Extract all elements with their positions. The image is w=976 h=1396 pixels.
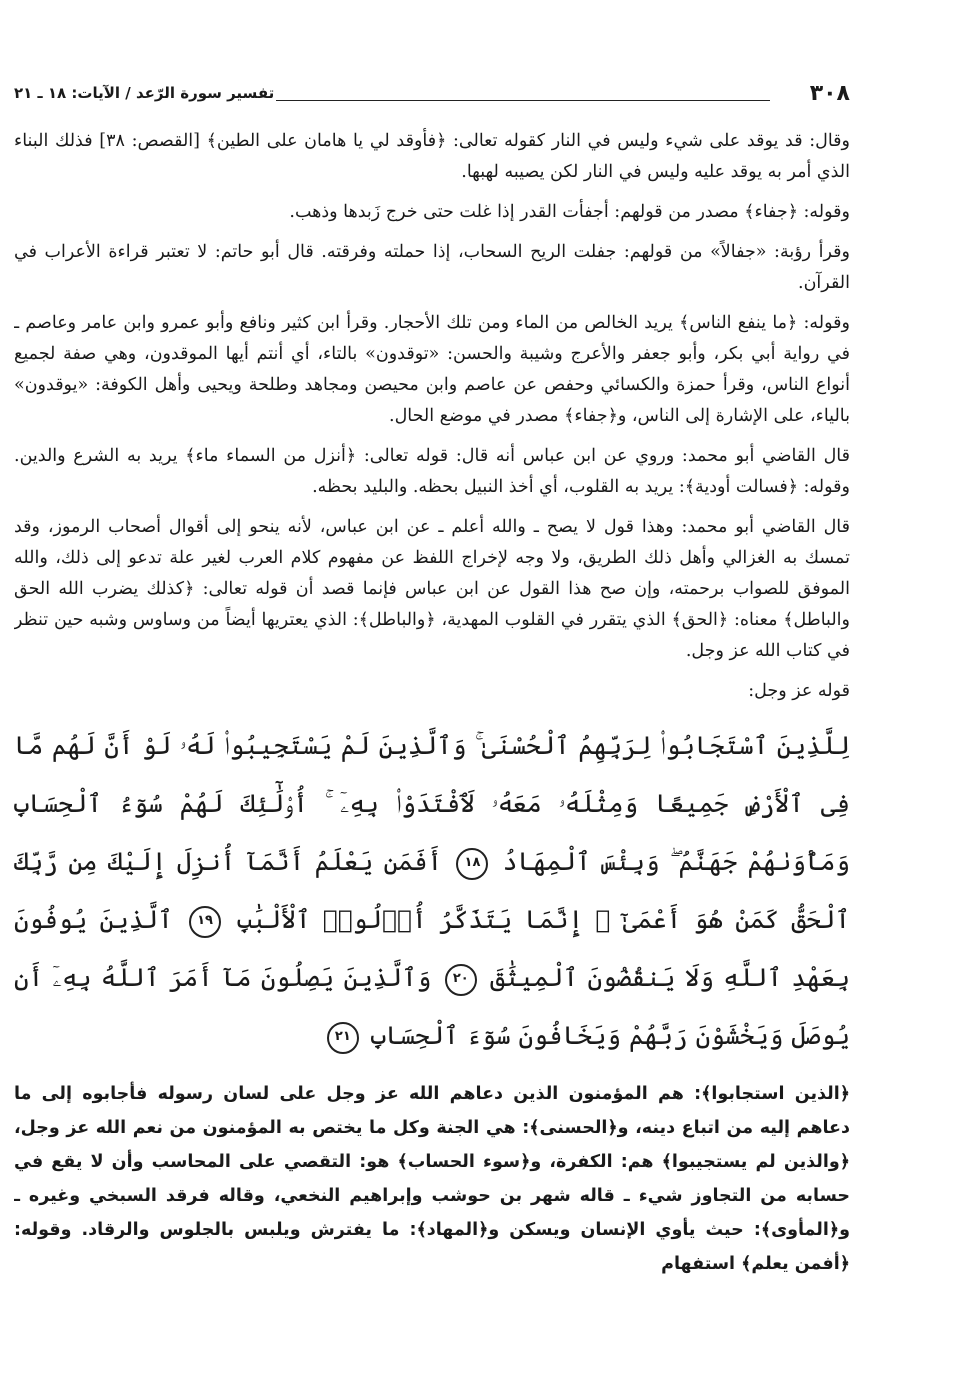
commentary-paragraph: ﴿الذين استجابوا﴾: هم المؤمنون الذين دعاهم الله عز وجل على لسان رسوله فأجابوه إلى ما دعاهم إليه من اتباع دينه، و﴿الحسنى﴾: هي الجنة وكل ما يختص به المؤمنون من نعم الله عز وجل، ﴿والذين لم يستجيبوا﴾ هم: الكفرة، و﴿سوء الحساب﴾ هو: التقصي على المحاسب وأن لا يقع في حسابه من التجاوز شيء ـ قاله شهر بن حوشب وإبراهيم النخعي، وقاله فرقد السبخي وغيره ـ و﴿المأوى﴾: حيث يأوي الإنسان ويسكن و﴿المهاد﴾: ما يفترش ويلبس بالجلوس والرقاد. وقوله: ﴿أفمن يعلم﴾ استفهام: [14, 1084, 850, 1274]
verse-text: لِلَّذِينَ ٱسْتَجَابُوا۟ لِرَبِّهِمُ ٱلْحُسْنَىٰ ۚ وَٱلَّذِينَ لَمْ يَسْتَجِيبُوا۟ لَهُۥ لَوْ أَنَّ لَهُم مَّا فِى ٱلْأَرْضِ جَمِيعًا وَمِثْلَهُۥ مَعَهُۥ لَٱفْتَدَوْا۟ بِهِۦٓ ۚ أُو۟لَٰٓئِكَ لَهُمْ سُوٓءُ ٱلْحِسَابِ وَمَأْوَىٰهُمْ جَهَنَّمُ ۖ وَبِئْسَ ٱلْمِهَادُ: [14, 731, 850, 876]
quran-verse-block: [14, 717, 850, 1065]
running-head: تفسير سورة الرّعد / الآيات: ١٨ ـ ٢١: [14, 84, 275, 102]
ayah-number: ٢٠: [445, 964, 477, 996]
paragraph: قال القاضي أبو محمد: وروي عن ابن عباس أنه قال: قوله تعالى: ﴿أنزل من السماء ماء﴾ يريد به الشرع والدين. وقوله: ﴿فسالت أودية﴾: يريد به القلوب، أي أخذ النبيل بحظه. والبليد بحظه.: [14, 446, 850, 497]
ayah-number: ١٩: [189, 906, 221, 938]
paragraph: وقرأ رؤبة: «جفالاً» من قولهم: جفلت الريح السحاب، إذا حملته وفرقته. قال أبو حاتم: لا تعتبر قراءة الأعراب في القرآن.: [14, 242, 850, 293]
paragraph: وقوله: ﴿جفاء﴾ مصدر من قولهم: أجفأت القدر إذا غلت حتى خرج زَبدها وذهب.: [289, 202, 850, 222]
book-page: [14, 66, 850, 1386]
paragraph: وقال: قد يوقد على شيء وليس في النار كقوله تعالى: ﴿فأوقد لي يا هامان على الطين﴾ [القصص: ٣٨] فذلك البناء الذي أمر به يوقد عليه وليس في النار لكن يصيبه لهبها.: [14, 131, 850, 182]
verse-text: وَٱلَّذِينَ يَصِلُونَ مَآ أَمَرَ ٱللَّهُ بِهِۦٓ أَن يُوصَلَ وَيَخْشَوْنَ رَبَّهُمْ وَيَخَافُونَ سُوٓءَ ٱلْحِسَابِ: [14, 963, 850, 1050]
page-header: [14, 78, 850, 108]
verse-text: أَفَمَن يَعْلَمُ أَنَّمَآ أُنزِلَ إِلَيْكَ مِن رَّبِّكَ ٱلْحَقُّ كَمَنْ هُوَ أَعْمَىٰٓ ۚ إِنَّمَا يَتَذَكَّرُ أُو۟لُوا۟ ٱلْأَلْبَٰبِ: [14, 847, 850, 934]
ayah-number: ٢١: [327, 1022, 359, 1054]
paragraph: وقوله: ﴿ما ينفع الناس﴾ يريد الخالص من الماء ومن تلك الأحجار. وقرأ ابن كثير ونافع وأبو عمرو وابن عامر وعاصم ـ في رواية أبي بكر، وأبو جعفر والأعرج وشيبة والحسن: «توقدون» بالتاء، أي أنتم أيها الموقدون، وهي صفة لجميع أنواع الناس، وقرأ حمزة والكسائي وحفص عن عاصم وابن محيصن ومجاهد وطلحة ويحيى وأهل الكوفة: «يوقدون» بالياء، على الإشارة إلى الناس، و﴿جفاء﴾ مصدر في موضع الحال.: [14, 313, 850, 426]
paragraph: قال القاضي أبو محمد: وهذا قول لا يصح ـ والله أعلم ـ عن ابن عباس، لأنه ينحو إلى أقوال أصحاب الرموز، وقد تمسك به الغزالي وأهل ذلك الطريق، ولا وجه لإخراج اللفظ عن مفهوم كلام العرب لغير علة تدعو إلى ذلك، والله الموفق للصواب برحمته، وإن صح هذا القول عن ابن عباس فإنما قصد أن قوله تعالى: ﴿كذلك يضرب الله الحق والباطل﴾ معناه: ﴿الحق﴾ الذي يتقرر في القلوب المهدية، ﴿والباطل﴾: الذي يعتريها أيضاً من وساوس وشبه حين تنظر في كتاب الله عز وجل.: [14, 517, 850, 661]
verse-text: ٱلَّذِينَ يُوفُونَ بِعَهْدِ ٱللَّهِ وَلَا يَنقُضُونَ ٱلْمِيثَٰقَ: [14, 905, 850, 992]
ayah-number: ١٨: [456, 848, 488, 880]
page-body: [14, 126, 850, 1290]
header-rule: [276, 100, 770, 101]
verse-intro: قوله عز وجل:: [748, 681, 850, 701]
page-number: ٣٠٨: [809, 80, 850, 106]
